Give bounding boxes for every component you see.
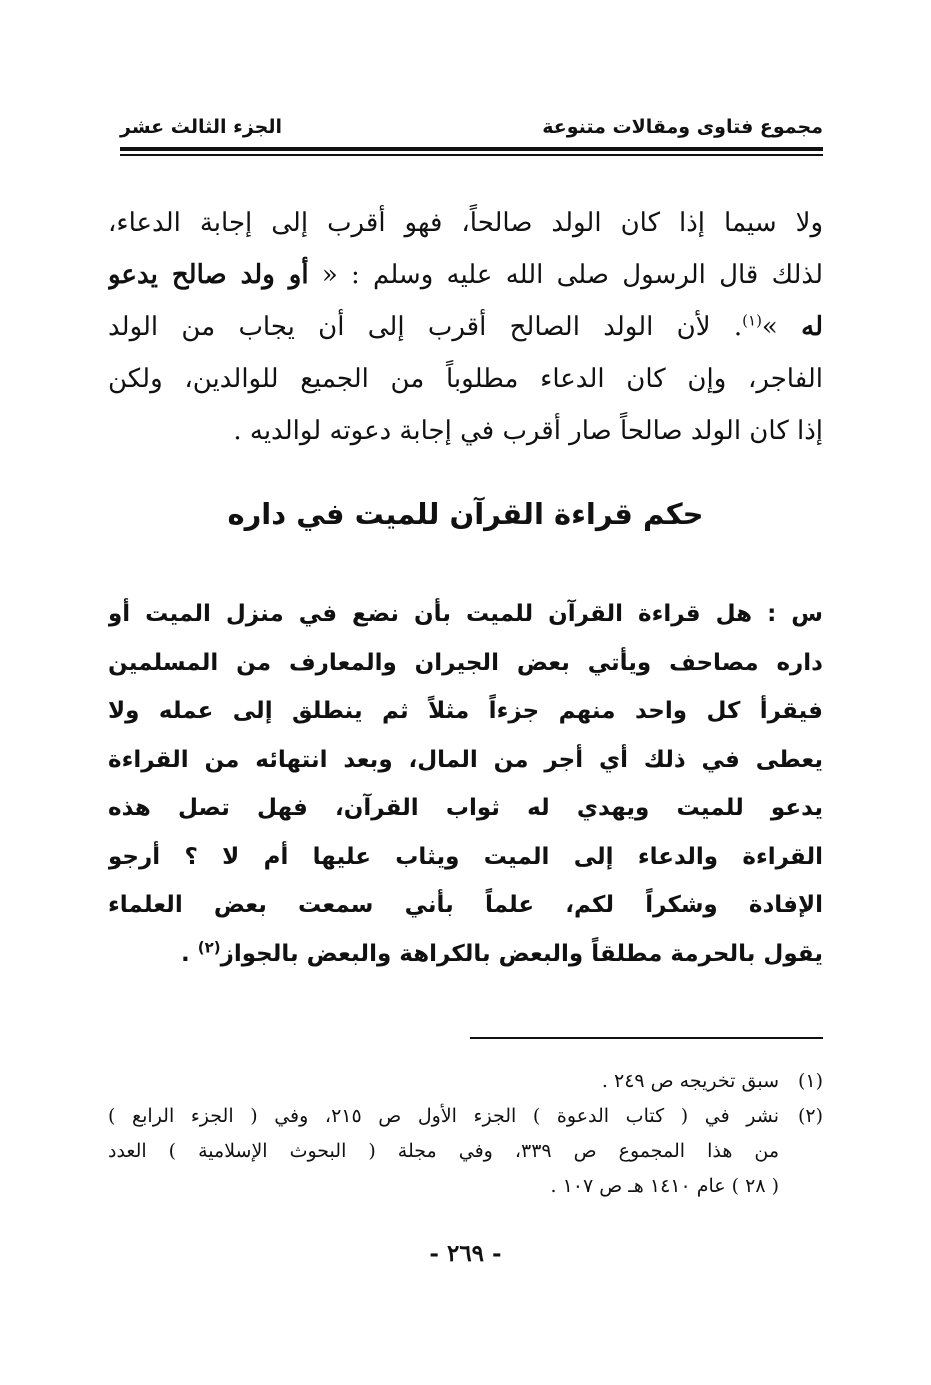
footnote-line: من هذا المجموع ص ٣٣٩، وفي مجلة ( البحوث الإسلامية ) العدد (108, 1140, 779, 1162)
footnote-number: (١) (797, 1070, 823, 1092)
footnote-separator (470, 1037, 823, 1039)
question-paragraph (108, 590, 823, 978)
paragraph-line (108, 301, 823, 353)
hadith-text: أو ولد صالح يدعو (108, 260, 309, 290)
hadith-text: له (801, 312, 823, 342)
paragraph-line: إذا كان الولد صالحاً صار أقرب في إجابة دعوته لوالديه . (233, 416, 823, 446)
footnote-number: (٢) (797, 1105, 823, 1127)
footnote-text (108, 1099, 779, 1204)
paragraph-text: لذلك قال الرسول صلى الله عليه وسلم : « (308, 260, 823, 290)
header-rule-thin (120, 154, 823, 156)
question-line: القراءة والدعاء إلى الميت ويثاب عليها أم لا ؟ أرجو (108, 843, 823, 870)
header-rule-thick (120, 147, 823, 151)
footnotes (108, 1064, 823, 1204)
running-header (120, 112, 823, 142)
book-title: مجموع فتاوى ومقالات متنوعة (542, 116, 823, 138)
quote-close: » (761, 312, 802, 342)
footnote-line: ( ٢٨ ) عام ١٤١٠ هـ ص ١٠٧ . (550, 1175, 779, 1197)
section-heading: حكم قراءة القرآن للميت في داره (227, 497, 704, 531)
paragraph-line (108, 249, 823, 301)
footnote-item (108, 1064, 823, 1099)
footnote-line: نشر في ( كتاب الدعوة ) الجزء الأول ص ٢١٥، وفي ( الجزء الرابع ) (108, 1105, 779, 1127)
page-number: - ٢٦٩ - (429, 1240, 502, 1267)
footnote-ref: (٢) (197, 937, 221, 956)
paragraph-line: الفاجر، وإن كان الدعاء مطلوباً من الجميع للوالدين، ولكن (108, 364, 823, 394)
intro-paragraph (108, 197, 823, 457)
footnote-line: سبق تخريجه ص ٢٤٩ . (601, 1070, 779, 1092)
paragraph-text: . لأن الولد الصالح أقرب إلى أن يجاب من الولد (108, 312, 743, 342)
question-line: س : هل قراءة القرآن للميت بأن نضع في منزل الميت أو (108, 601, 823, 627)
question-line: يدعو للميت ويهدي له ثواب القرآن، فهل تصل هذه (108, 795, 823, 821)
question-line: داره مصاحف ويأتي بعض الجيران والمعارف من المسلمين (108, 649, 823, 676)
footnote-ref: (١) (742, 311, 762, 330)
question-end: . (181, 940, 198, 967)
question-line (108, 930, 823, 979)
question-text: يقول بالحرمة مطلقاً والبعض بالكراهة والبعض بالجواز (220, 940, 823, 967)
footnote-text (108, 1064, 779, 1099)
question-line: يعطى في ذلك أي أجر من المال، وبعد انتهائه من القراءة (108, 746, 823, 773)
paragraph-line: ولا سيما إذا كان الولد صالحاً، فهو أقرب إلى إجابة الدعاء، (108, 208, 823, 238)
volume-label: الجزء الثالث عشر (120, 116, 283, 138)
question-line: الإفادة وشكراً لكم، علماً بأني سمعت بعض العلماء (108, 892, 823, 918)
footnote-item (108, 1099, 823, 1204)
question-line: فيقرأ كل واحد منهم جزءاً مثلاً ثم ينطلق إلى عمله ولا (108, 698, 823, 724)
